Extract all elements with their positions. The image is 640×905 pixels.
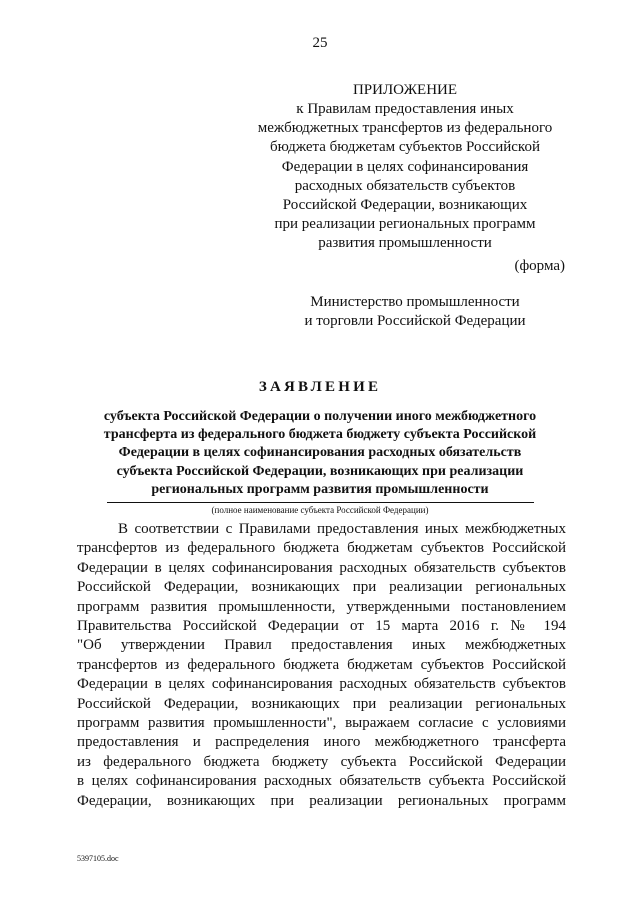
body-line: Правительства Российской Федерации от 15 марта 2016 г. № 194	[77, 618, 566, 635]
body-line: Российской Федерации, возникающих при реализации региональных	[77, 579, 566, 596]
appendix-line: расходных обязательств субъектов	[294, 177, 516, 194]
subtitle-line: Федерации в целях софинансирования расходных обязательств	[118, 445, 522, 461]
subject-name-caption: (полное наименование субъекта Российской Федерации)	[211, 505, 429, 515]
subject-name-underline	[107, 502, 534, 503]
recipient-line: и торговли Российской Федерации	[304, 313, 526, 329]
appendix-line: к Правилам предоставления иных	[296, 101, 514, 117]
body-line: трансфертов из федерального бюджета бюджетам субъектов Российской	[77, 540, 566, 557]
appendix-line: Федерации в целях софинансирования	[281, 158, 529, 175]
body-line: из федерального бюджета бюджету субъекта Российской Федерации	[77, 753, 566, 770]
body-line: предоставления и распределения иного межбюджетного трансферта	[77, 734, 566, 751]
body-paragraph	[77, 520, 566, 811]
recipient-line: Министерство промышленности	[310, 294, 520, 310]
document-title: ЗАЯВЛЕНИЕ	[258, 379, 382, 395]
subtitle-line: субъекта Российской Федерации о получении иного межбюджетного	[103, 409, 537, 424]
body-line: Федерации в целях софинансирования расходных обязательств субъектов	[77, 559, 566, 576]
body-line: программ развития промышленности, утвержденными постановлением	[77, 598, 566, 615]
page-number: 25	[312, 35, 328, 51]
body-line: Российской Федерации, возникающих при реализации региональных	[77, 695, 566, 712]
form-label: (форма)	[514, 258, 565, 274]
appendix-line: бюджета бюджетам субъектов Российской	[270, 139, 540, 156]
subtitle-line: субъекта Российской Федерации, возникающих при реализации	[116, 463, 524, 479]
body-line: "Об утверждении Правил предоставления иных межбюджетных	[77, 637, 566, 654]
document-subtitle	[90, 408, 550, 499]
body-line: Федерации в целях софинансирования расходных обязательств субъектов	[77, 676, 566, 693]
body-line: в целях софинансирования расходных обязательств субъекта Российской	[77, 773, 566, 790]
subtitle-line: трансферта из федерального бюджета бюджету субъекта Российской	[103, 427, 537, 443]
body-line: трансфертов из федерального бюджета бюджетам субъектов Российской	[77, 656, 566, 673]
body-line: программ развития промышленности", выражаем согласие с условиями	[77, 715, 566, 732]
file-code: 5397105.doc	[77, 854, 119, 863]
body-line: В соответствии с Правилами предоставления иных межбюджетных	[118, 521, 566, 537]
body-line: Федерации, возникающих при реализации региональных программ	[77, 792, 566, 809]
appendix-line: развития промышленности	[318, 235, 492, 252]
appendix-line: Российской Федерации, возникающих	[282, 197, 528, 214]
subtitle-line: региональных программ развития промышленности	[151, 481, 489, 497]
recipient-block	[290, 293, 540, 331]
appendix-line: межбюджетных трансфертов из федерального	[257, 120, 553, 137]
appendix-line: при реализации региональных программ	[274, 216, 536, 233]
appendix-title: ПРИЛОЖЕНИЕ	[352, 82, 458, 98]
appendix-block	[255, 80, 555, 254]
